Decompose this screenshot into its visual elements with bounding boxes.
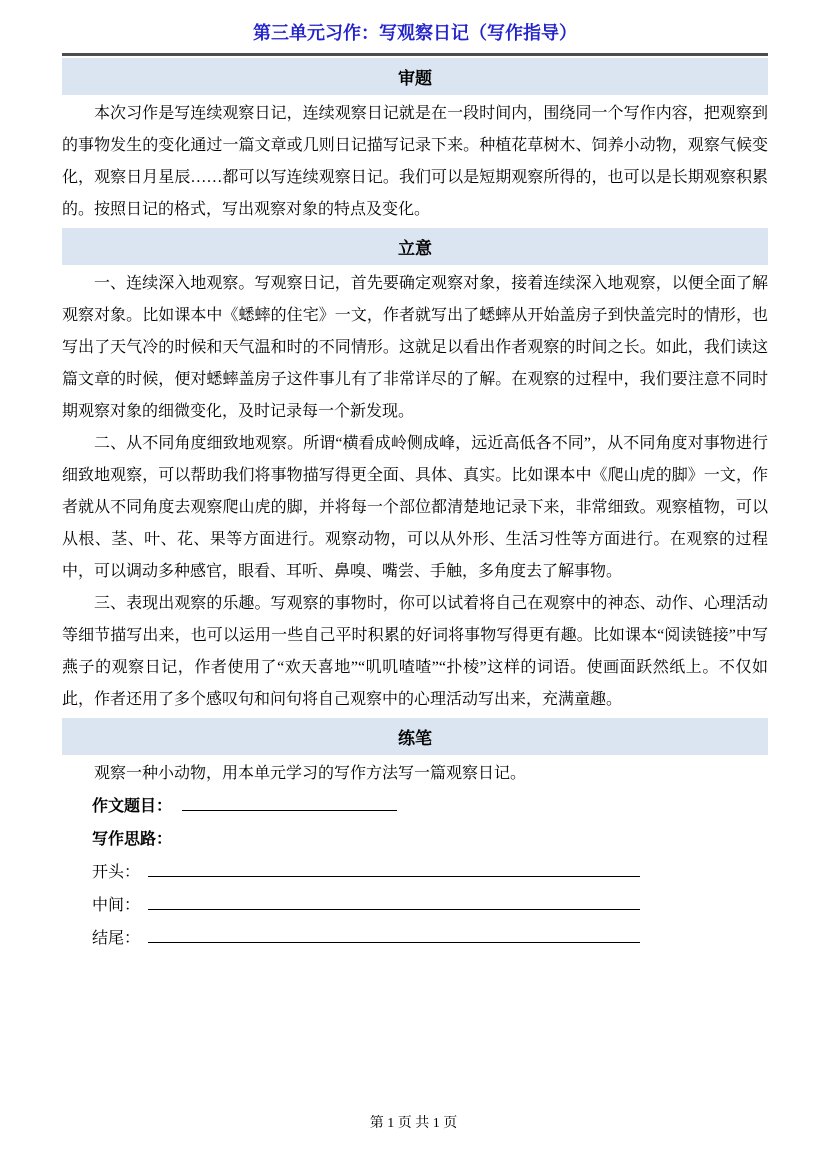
essay-title-row	[62, 790, 768, 823]
essay-title-blank[interactable]	[182, 792, 397, 811]
outline-row-middle	[62, 889, 768, 922]
outline-heading-label: 写作思路：	[92, 831, 173, 848]
outline-beginning-blank[interactable]	[148, 858, 640, 877]
outline-middle-blank[interactable]	[148, 891, 640, 910]
liyi-paragraph-1: 一、连续深入地观察。写观察日记，首先要确定观察对象，接着连续深入地观察，以便全面了解观察对象。比如课本中《蟋蟀的住宅》一文，作者就写出了蟋蟀从开始盖房子到快盖完时的情形，也写出了天气冷的时候和天气温和时的不同情形。这就足以看出作者观察的时间之长。如此，我们读这篇文章的时候，便对蟋蟀盖房子这件事儿有了非常详尽的了解。在观察的过程中，我们要注意不同时期观察对象的细微变化，及时记录每一个新发现。	[62, 275, 768, 420]
section-header-shenti	[62, 58, 768, 95]
outline-ending-blank[interactable]	[148, 924, 640, 943]
outline-middle-label: 中间：	[92, 897, 141, 914]
outline-row-ending	[62, 922, 768, 955]
shenti-paragraph: 本次习作是写连续观察日记，连续观察日记就是在一段时间内，围绕同一个写作内容，把观察到的事物发生的变化通过一篇文章或几则日记描写记录下来。种植花草树木、饲养小动物，观察气候变化，观察日月星辰……都可以写连续观察日记。我们可以是短期观察所得的，也可以是长期观察积累的。按照日记的格式，写出观察对象的特点及变化。	[62, 105, 768, 218]
outline-row-beginning	[62, 856, 768, 889]
liyi-paragraph-3: 三、表现出观察的乐趣。写观察的事物时，你可以试着将自己在观察中的神态、动作、心理活动等细节描写出来，也可以运用一些自己平时积累的好词将事物写得更有趣。比如课本“阅读链接”中写燕子的观察日记，作者使用了“欢天喜地”“叽叽喳喳”“扑棱”这样的词语。使画面跃然纸上。不仅如此，作者还用了多个感叹句和问句将自己观察中的心理活动写出来，充满童趣。	[62, 595, 768, 708]
section-header-lianbi	[62, 718, 768, 755]
lianbi-intro: 观察一种小动物，用本单元学习的写作方法写一篇观察日记。	[94, 765, 527, 782]
section-header-shenti-label: 审题	[398, 69, 432, 88]
outline-ending-label: 结尾：	[92, 930, 141, 947]
title-divider	[62, 53, 768, 56]
page-title: 第三单元习作：写观察日记（写作指导）	[253, 23, 577, 43]
section-header-liyi-label: 立意	[398, 239, 432, 258]
outline-heading-row	[62, 823, 768, 856]
section-header-liyi	[62, 228, 768, 265]
section-header-lianbi-label: 练笔	[398, 729, 432, 748]
outline-beginning-label: 开头：	[92, 864, 141, 881]
essay-title-label: 作文题目：	[92, 798, 173, 815]
page-number-footer: 第 1 页 共 1 页	[369, 1116, 458, 1131]
liyi-paragraph-2: 二、从不同角度细致地观察。所谓“横看成岭侧成峰，远近高低各不同”，从不同角度对事物进行细致地观察，可以帮助我们将事物描写得更全面、具体、真实。比如课本中《爬山虎的脚》一文，作者就从不同角度去观察爬山虎的脚，并将每一个部位都清楚地记录下来，非常细致。观察植物，可以从根、茎、叶、花、果等方面进行。观察动物，可以从外形、生活习性等方面进行。在观察的过程中，可以调动多种感官，眼看、耳听、鼻嗅、嘴尝、手触，多角度去了解事物。	[62, 435, 768, 580]
